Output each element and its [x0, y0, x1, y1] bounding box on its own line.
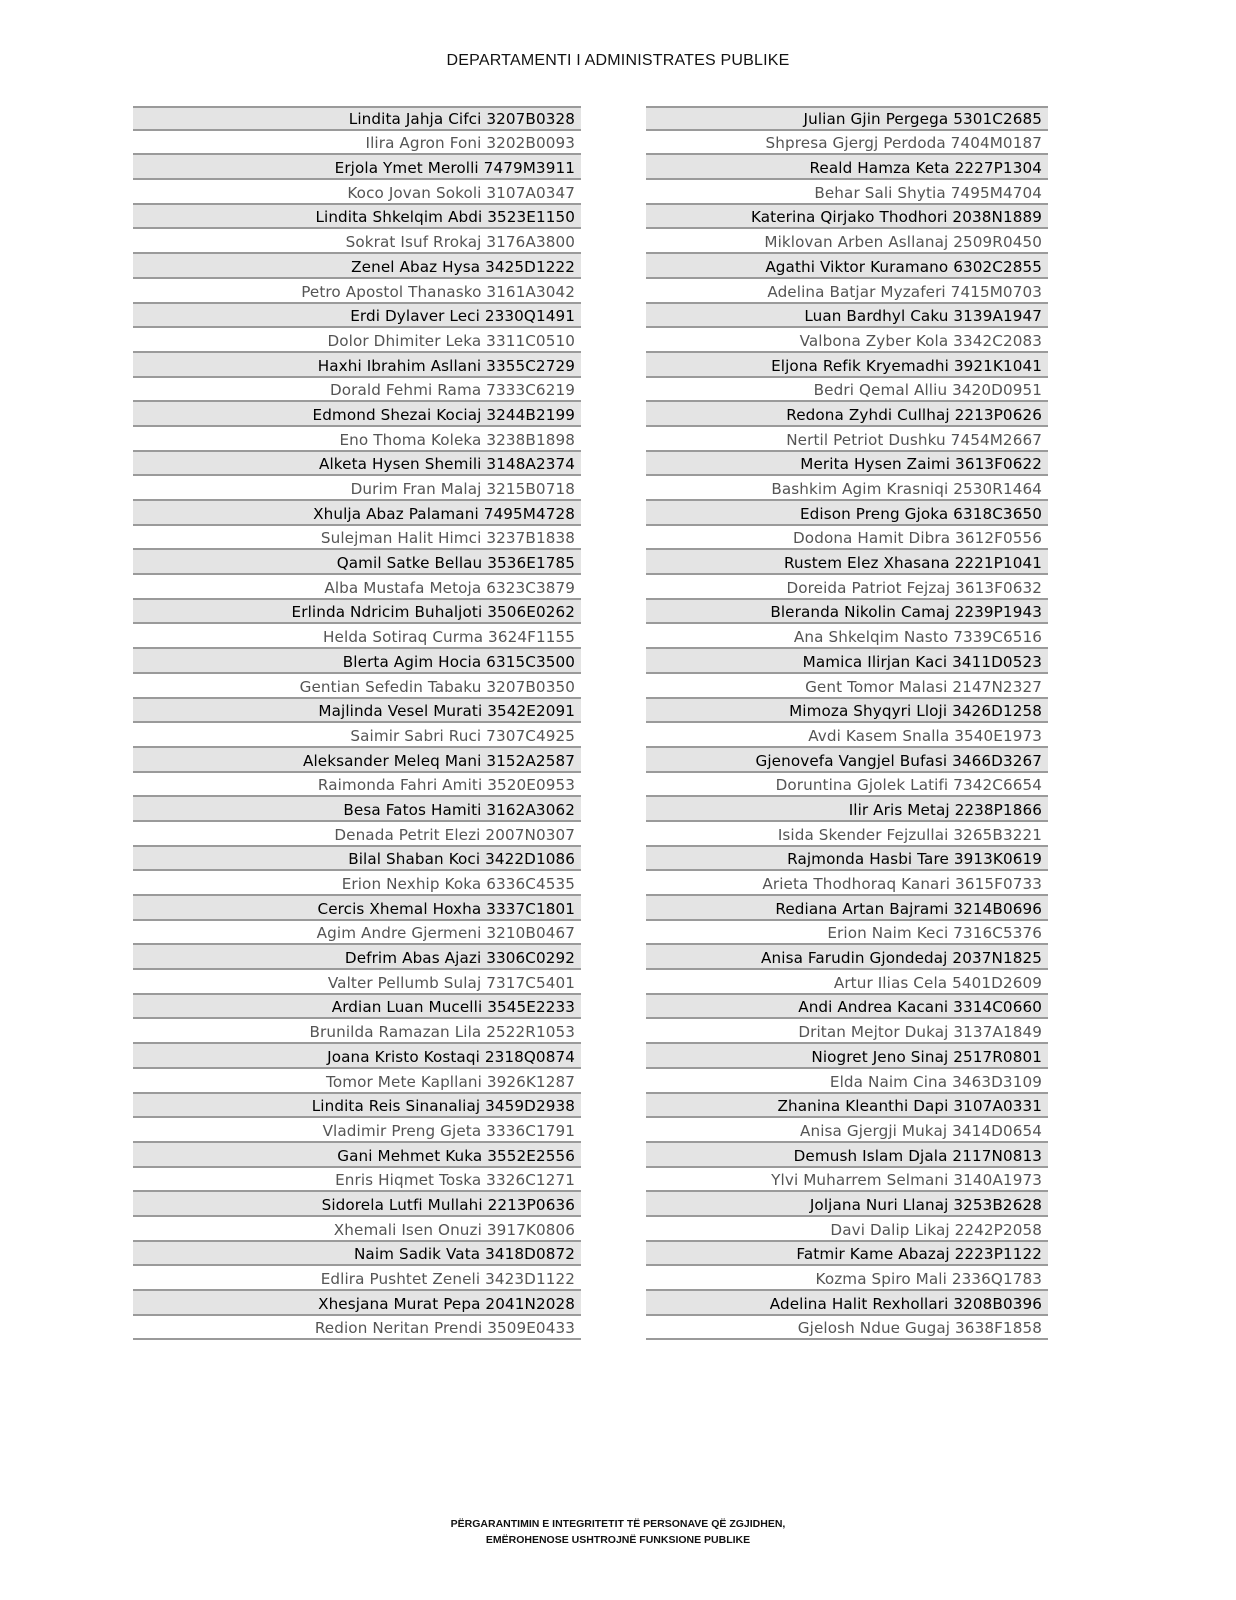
list-item: Lindita Shkelqim Abdi 3523E1150 [133, 205, 581, 230]
list-item: Dorald Fehmi Rama 7333C6219 [133, 378, 581, 403]
list-item: Dodona Hamit Dibra 3612F0556 [646, 526, 1048, 551]
list-item: Fatmir Kame Abazaj 2223P1122 [646, 1242, 1048, 1267]
list-item: Saimir Sabri Ruci 7307C4925 [133, 723, 581, 748]
list-item: Koco Jovan Sokoli 3107A0347 [133, 180, 581, 205]
list-item: Valter Pellumb Sulaj 7317C5401 [133, 970, 581, 995]
left-name-column [133, 106, 581, 1340]
list-item: Doreida Patriot Fejzaj 3613F0632 [646, 575, 1048, 600]
list-item: Gjenovefa Vangjel Bufasi 3466D3267 [646, 748, 1048, 773]
list-item: Cercis Xhemal Hoxha 3337C1801 [133, 896, 581, 921]
list-item: Sokrat Isuf Rrokaj 3176A3800 [133, 229, 581, 254]
list-item: Demush Islam Djala 2117N0813 [646, 1143, 1048, 1168]
list-item: Reald Hamza Keta 2227P1304 [646, 155, 1048, 180]
list-item: Luan Bardhyl Caku 3139A1947 [646, 304, 1048, 329]
list-item: Julian Gjin Pergega 5301C2685 [646, 106, 1048, 131]
list-item: Brunilda Ramazan Lila 2522R1053 [133, 1019, 581, 1044]
list-item: Eno Thoma Koleka 3238B1898 [133, 427, 581, 452]
list-item: Redona Zyhdi Cullhaj 2213P0626 [646, 402, 1048, 427]
footer-line-1: PËRGARANTIMIN E INTEGRITETIT TË PERSONAVE QË ZGJIDHEN, [450, 1518, 786, 1530]
list-item: Sulejman Halit Himci 3237B1838 [133, 526, 581, 551]
list-item: Valbona Zyber Kola 3342C2083 [646, 328, 1048, 353]
list-item: Ardian Luan Mucelli 3545E2233 [133, 995, 581, 1020]
list-item: Tomor Mete Kapllani 3926K1287 [133, 1069, 581, 1094]
list-item: Aleksander Meleq Mani 3152A2587 [133, 748, 581, 773]
list-item: Alba Mustafa Metoja 6323C3879 [133, 575, 581, 600]
list-item: Niogret Jeno Sinaj 2517R0801 [646, 1044, 1048, 1069]
list-item: Katerina Qirjako Thodhori 2038N1889 [646, 205, 1048, 230]
list-item: Ilira Agron Foni 3202B0093 [133, 131, 581, 156]
list-item: Davi Dalip Likaj 2242P2058 [646, 1217, 1048, 1242]
list-item: Nertil Petriot Dushku 7454M2667 [646, 427, 1048, 452]
list-item: Gentian Sefedin Tabaku 3207B0350 [133, 674, 581, 699]
list-item: Naim Sadik Vata 3418D0872 [133, 1242, 581, 1267]
list-item: Lindita Reis Sinanaliaj 3459D2938 [133, 1094, 581, 1119]
list-item: Agim Andre Gjermeni 3210B0467 [133, 921, 581, 946]
list-item: Mimoza Shyqyri Lloji 3426D1258 [646, 699, 1048, 724]
list-item: Doruntina Gjolek Latifi 7342C6654 [646, 773, 1048, 798]
list-item: Majlinda Vesel Murati 3542E2091 [133, 699, 581, 724]
list-item: Gani Mehmet Kuka 3552E2556 [133, 1143, 581, 1168]
list-item: Besa Fatos Hamiti 3162A3062 [133, 797, 581, 822]
list-item: Adelina Halit Rexhollari 3208B0396 [646, 1291, 1048, 1316]
list-item: Dritan Mejtor Dukaj 3137A1849 [646, 1019, 1048, 1044]
list-item: Xhesjana Murat Pepa 2041N2028 [133, 1291, 581, 1316]
list-item: Xhemali Isen Onuzi 3917K0806 [133, 1217, 581, 1242]
list-item: Rustem Elez Xhasana 2221P1041 [646, 550, 1048, 575]
list-item: Lindita Jahja Cifci 3207B0328 [133, 106, 581, 131]
list-item: Ylvi Muharrem Selmani 3140A1973 [646, 1168, 1048, 1193]
list-item: Behar Sali Shytia 7495M4704 [646, 180, 1048, 205]
list-item: Edlira Pushtet Zeneli 3423D1122 [133, 1266, 581, 1291]
list-item: Mamica Ilirjan Kaci 3411D0523 [646, 649, 1048, 674]
list-item: Elda Naim Cina 3463D3109 [646, 1069, 1048, 1094]
list-item: Redion Neritan Prendi 3509E0433 [133, 1316, 581, 1341]
list-item: Durim Fran Malaj 3215B0718 [133, 476, 581, 501]
list-item: Rajmonda Hasbi Tare 3913K0619 [646, 847, 1048, 872]
list-item: Anisa Farudin Gjondedaj 2037N1825 [646, 945, 1048, 970]
list-item: Artur Ilias Cela 5401D2609 [646, 970, 1048, 995]
list-item: Erion Nexhip Koka 6336C4535 [133, 871, 581, 896]
list-item: Kozma Spiro Mali 2336Q1783 [646, 1266, 1048, 1291]
list-item: Joana Kristo Kostaqi 2318Q0874 [133, 1044, 581, 1069]
list-item: Dolor Dhimiter Leka 3311C0510 [133, 328, 581, 353]
list-item: Isida Skender Fejzullai 3265B3221 [646, 822, 1048, 847]
list-item: Agathi Viktor Kuramano 6302C2855 [646, 254, 1048, 279]
list-item: Edison Preng Gjoka 6318C3650 [646, 501, 1048, 526]
list-item: Bilal Shaban Koci 3422D1086 [133, 847, 581, 872]
list-item: Gjelosh Ndue Gugaj 3638F1858 [646, 1316, 1048, 1341]
list-item: Joljana Nuri Llanaj 3253B2628 [646, 1192, 1048, 1217]
list-item: Sidorela Lutfi Mullahi 2213P0636 [133, 1192, 581, 1217]
page-footer [0, 1516, 1236, 1548]
list-item: Erjola Ymet Merolli 7479M3911 [133, 155, 581, 180]
list-item: Ilir Aris Metaj 2238P1866 [646, 797, 1048, 822]
list-item: Helda Sotiraq Curma 3624F1155 [133, 624, 581, 649]
list-item: Enris Hiqmet Toska 3326C1271 [133, 1168, 581, 1193]
list-item: Shpresa Gjergj Perdoda 7404M0187 [646, 131, 1048, 156]
list-item: Haxhi Ibrahim Asllani 3355C2729 [133, 353, 581, 378]
list-item: Petro Apostol Thanasko 3161A3042 [133, 279, 581, 304]
list-item: Arieta Thodhoraq Kanari 3615F0733 [646, 871, 1048, 896]
list-item: Raimonda Fahri Amiti 3520E0953 [133, 773, 581, 798]
list-item: Blerta Agim Hocia 6315C3500 [133, 649, 581, 674]
list-item: Bedri Qemal Alliu 3420D0951 [646, 378, 1048, 403]
list-item: Defrim Abas Ajazi 3306C0292 [133, 945, 581, 970]
list-item: Anisa Gjergji Mukaj 3414D0654 [646, 1118, 1048, 1143]
list-item: Zhanina Kleanthi Dapi 3107A0331 [646, 1094, 1048, 1119]
list-item: Erdi Dylaver Leci 2330Q1491 [133, 304, 581, 329]
list-item: Xhulja Abaz Palamani 7495M4728 [133, 501, 581, 526]
list-item: Bleranda Nikolin Camaj 2239P1943 [646, 600, 1048, 625]
list-item: Ana Shkelqim Nasto 7339C6516 [646, 624, 1048, 649]
list-item: Edmond Shezai Kociaj 3244B2199 [133, 402, 581, 427]
page-title: DEPARTAMENTI I ADMINISTRATES PUBLIKE [446, 52, 790, 69]
list-item: Adelina Batjar Myzaferi 7415M0703 [646, 279, 1048, 304]
list-item: Andi Andrea Kacani 3314C0660 [646, 995, 1048, 1020]
list-item: Avdi Kasem Snalla 3540E1973 [646, 723, 1048, 748]
list-item: Miklovan Arben Asllanaj 2509R0450 [646, 229, 1048, 254]
list-item: Vladimir Preng Gjeta 3336C1791 [133, 1118, 581, 1143]
list-item: Rediana Artan Bajrami 3214B0696 [646, 896, 1048, 921]
list-item: Erlinda Ndricim Buhaljoti 3506E0262 [133, 600, 581, 625]
right-name-column [646, 106, 1048, 1340]
list-item: Merita Hysen Zaimi 3613F0622 [646, 452, 1048, 477]
list-item: Qamil Satke Bellau 3536E1785 [133, 550, 581, 575]
list-item: Gent Tomor Malasi 2147N2327 [646, 674, 1048, 699]
list-item: Bashkim Agim Krasniqi 2530R1464 [646, 476, 1048, 501]
list-item: Eljona Refik Kryemadhi 3921K1041 [646, 353, 1048, 378]
list-item: Erion Naim Keci 7316C5376 [646, 921, 1048, 946]
list-item: Zenel Abaz Hysa 3425D1222 [133, 254, 581, 279]
footer-line-2: EMËROHENOSE USHTROJNË FUNKSIONE PUBLIKE [485, 1534, 751, 1546]
list-item: Alketa Hysen Shemili 3148A2374 [133, 452, 581, 477]
list-item: Denada Petrit Elezi 2007N0307 [133, 822, 581, 847]
